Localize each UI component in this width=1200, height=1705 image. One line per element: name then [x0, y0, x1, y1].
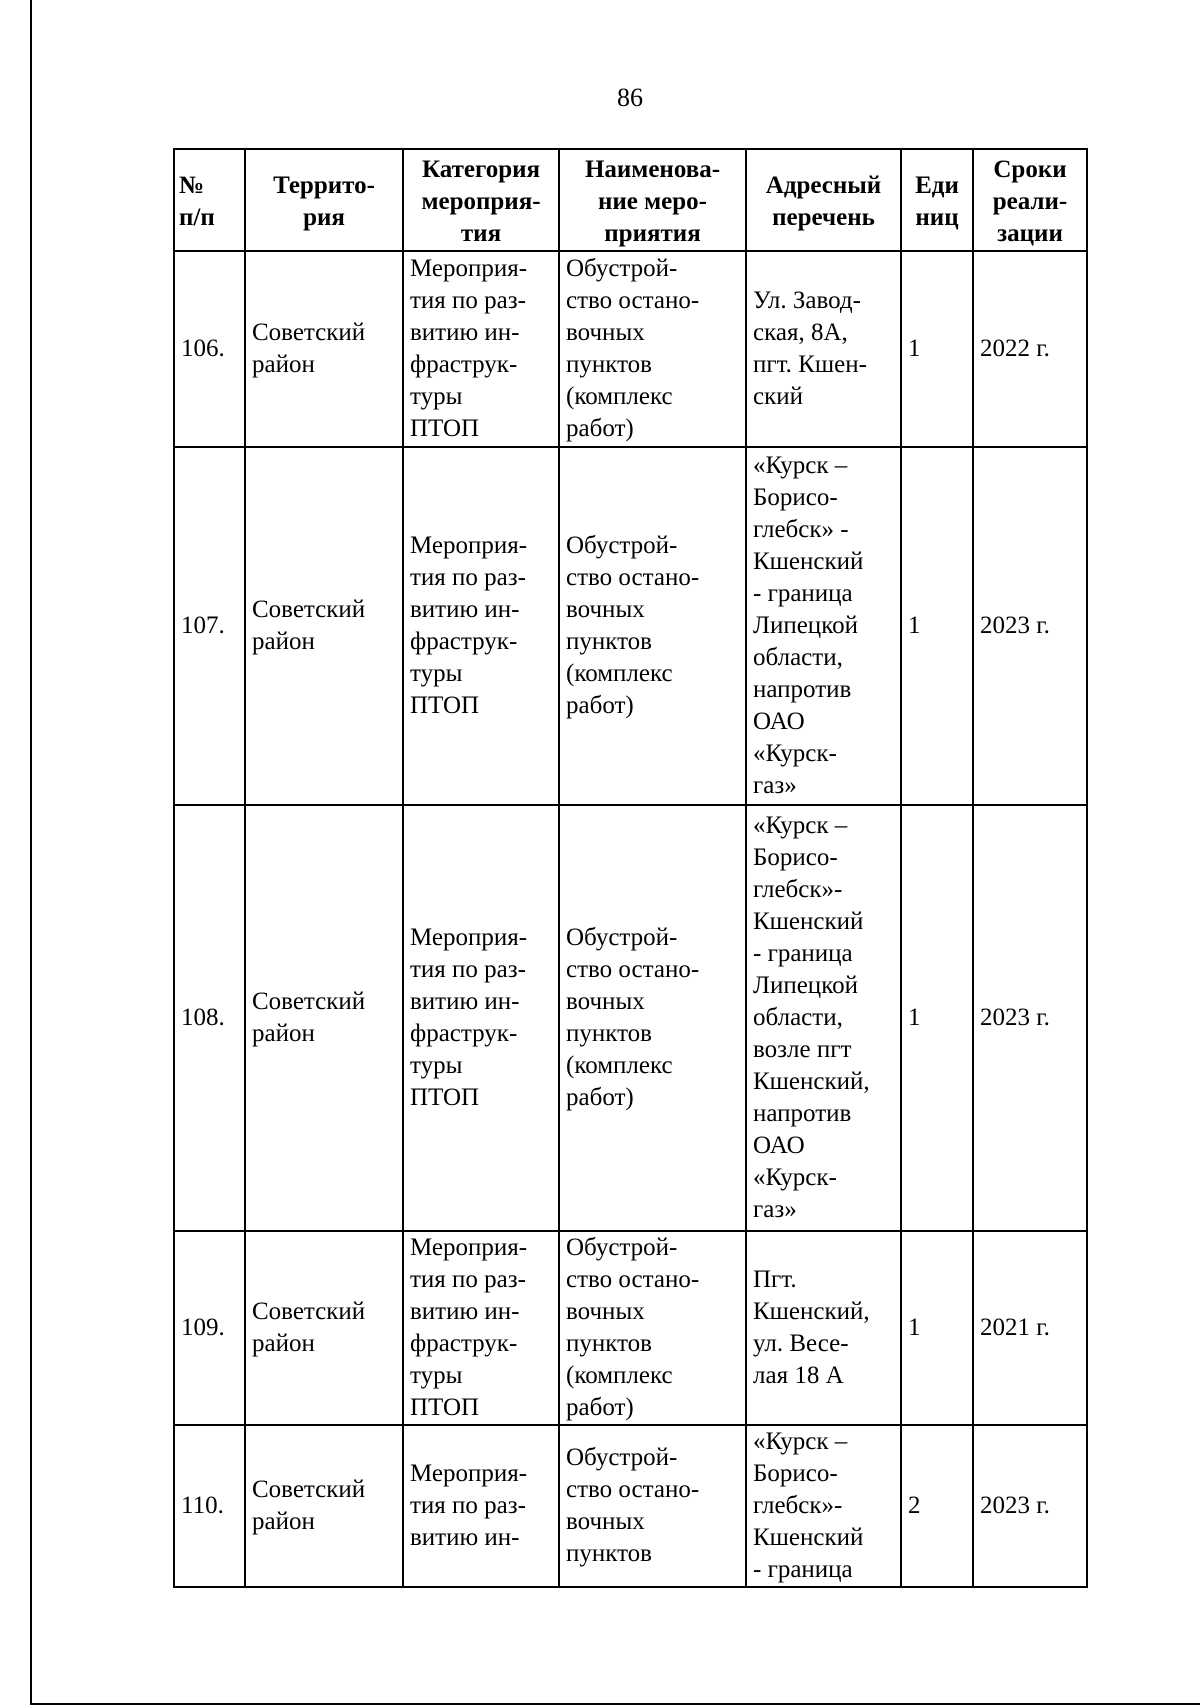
row-units: 1: [901, 805, 973, 1231]
row-number: 108.: [174, 805, 245, 1231]
header-number: № п/п: [174, 149, 245, 251]
page-number: 86: [617, 83, 643, 112]
header-territory: Террито- рия: [245, 149, 403, 251]
row-category: Мероприя- тия по раз- витию ин- фраструк- туры ПТОП: [403, 805, 559, 1231]
row-number: 110.: [174, 1425, 245, 1587]
row-category: Мероприя- тия по раз- витию ин-: [403, 1425, 559, 1587]
row-number: 106.: [174, 251, 245, 447]
header-address: Адресный перечень: [746, 149, 901, 251]
row-address: Пгт. Кшенский, ул. Весе- лая 18 А: [746, 1231, 901, 1425]
row-address: «Курск – Борисо- глебск»- Кшенский - граница Липецкой области, возле пгт Кшенский, напротив ОАО «Курск- газ»: [746, 805, 901, 1231]
row-term: 2022 г.: [973, 251, 1087, 447]
row-measure-name: Обустрой- ство остано- вочных пунктов (комплекс работ): [559, 1231, 746, 1425]
row-units: 1: [901, 447, 973, 805]
row-number: 107.: [174, 447, 245, 805]
page-border-left: [30, 0, 32, 1705]
row-units: 1: [901, 1231, 973, 1425]
table-header-row: [174, 149, 1087, 251]
row-term: 2021 г.: [973, 1231, 1087, 1425]
row-territory: Советский район: [245, 1425, 403, 1587]
header-category: Категория мероприя- тия: [403, 149, 559, 251]
table-row: [174, 251, 1087, 447]
header-units: Еди ниц: [901, 149, 973, 251]
row-number: 109.: [174, 1231, 245, 1425]
row-category: Мероприя- тия по раз- витию ин- фраструк- туры ПТОП: [403, 447, 559, 805]
row-measure-name: Обустрой- ство остано- вочных пунктов: [559, 1425, 746, 1587]
row-territory: Советский район: [245, 447, 403, 805]
row-address: «Курск – Борисо- глебск» - Кшенский - граница Липецкой области, напротив ОАО «Курск- газ»: [746, 447, 901, 805]
row-category: Мероприя- тия по раз- витию ин- фраструк- туры ПТОП: [403, 251, 559, 447]
table-row: [174, 1231, 1087, 1425]
row-territory: Советский район: [245, 1231, 403, 1425]
measures-table: [173, 148, 1088, 1588]
row-measure-name: Обустрой- ство остано- вочных пунктов (комплекс работ): [559, 447, 746, 805]
row-measure-name: Обустрой- ство остано- вочных пунктов (комплекс работ): [559, 251, 746, 447]
row-territory: Советский район: [245, 251, 403, 447]
table-row: [174, 805, 1087, 1231]
row-units: 2: [901, 1425, 973, 1587]
row-measure-name: Обустрой- ство остано- вочных пунктов (комплекс работ): [559, 805, 746, 1231]
row-units: 1: [901, 251, 973, 447]
row-category: Мероприя- тия по раз- витию ин- фраструк- туры ПТОП: [403, 1231, 559, 1425]
row-territory: Советский район: [245, 805, 403, 1231]
row-term: 2023 г.: [973, 805, 1087, 1231]
row-term: 2023 г.: [973, 447, 1087, 805]
table-row: [174, 1425, 1087, 1587]
header-term: Сроки реали- зации: [973, 149, 1087, 251]
row-address: «Курск – Борисо- глебск»- Кшенский - граница: [746, 1425, 901, 1587]
table-row: [174, 447, 1087, 805]
header-measure-name: Наименова- ние меро- приятия: [559, 149, 746, 251]
row-address: Ул. Завод- ская, 8А, пгт. Кшен- ский: [746, 251, 901, 447]
row-term: 2023 г.: [973, 1425, 1087, 1587]
